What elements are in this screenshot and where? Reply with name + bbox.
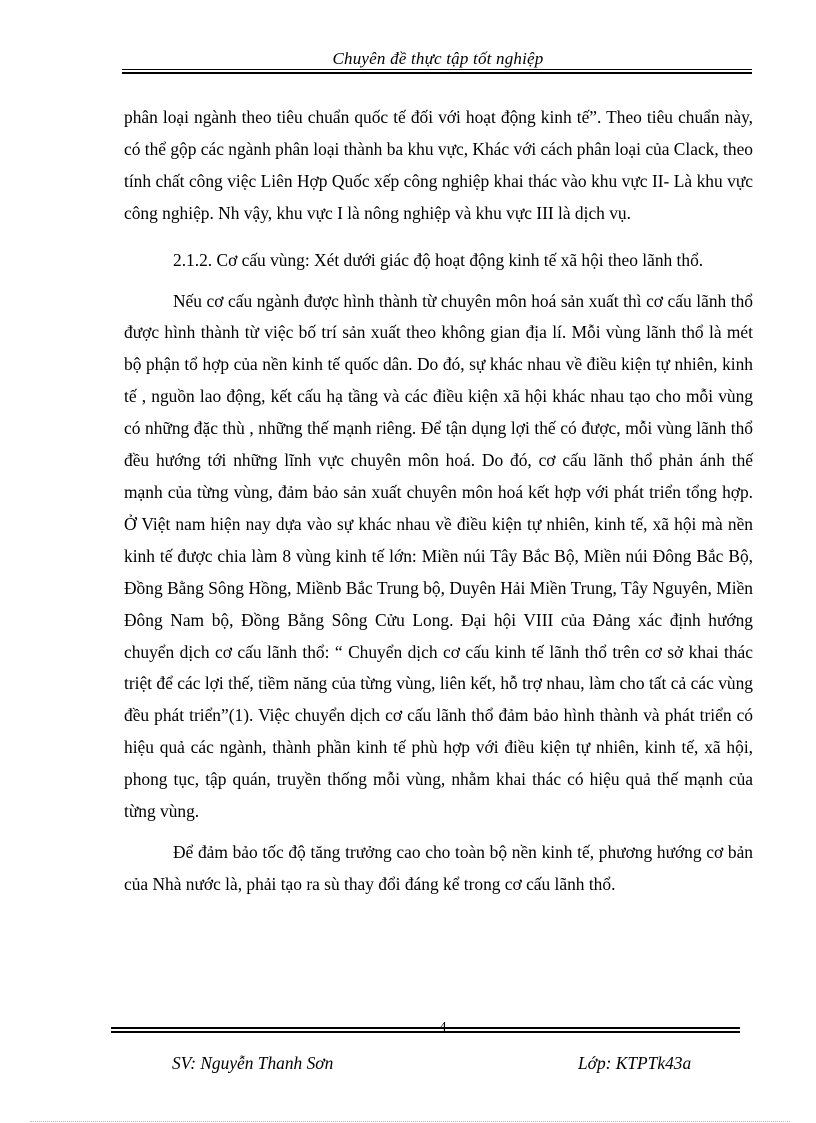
header-rule [122,69,752,70]
footer-student-name: SV: Nguyễn Thanh Sơn [172,1053,334,1073]
document-body [124,102,753,901]
page-header-title: Chuyên đề thực tập tốt nghiệp [332,49,544,68]
paragraph-regional-structure: Nếu cơ cấu ngành được hình thành từ chuyên môn hoá sản xuất thì cơ cấu lãnh thổ được hình thành từ việc bố trí sản xuất theo không gian địa lí. Mỗi vùng lãnh thổ là mét bộ phận tổ hợp của nền kinh tế quốc dân. Do đó, sự khác nhau về điều kiện tự nhiên, kinh tế , nguồn lao động, kết cấu hạ tầng và các điều kiện xã hội khác nhau tạo cho mỗi vùng có những đặc thù , những thế mạnh riêng. Để tận dụng lợi thế có được, mỗi vùng lãnh thổ đều hướng tới những lĩnh vực chuyên môn hoá. Do đó, cơ cấu lãnh thổ phản ánh thế mạnh của từng vùng, đảm bảo sản xuất chuyên môn hoá kết hợp với phát triển tổng hợp. Ở Việt nam hiện nay dựa vào sự khác nhau về điều kiện tự nhiên, kinh tế, xã hội mà nền kinh tế được chia làm 8 vùng kinh tế lớn: Miền núi Tây Bắc Bộ, Miền núi Đông Bắc Bộ, Đồng Bằng Sông Hồng, Miềnb Bắc Trung bộ, Duyên Hải Miền Trung, Tây Nguyên, Miền Đông Nam bộ, Đồng Bằng Sông Cửu Long. Đại hội VIII của Đảng xác định hướng chuyển dịch cơ cấu lãnh thổ: “ Chuyển dịch cơ cấu kinh tế lãnh thổ trên cơ sở khai thác triệt để các lợi thế, tiềm năng của từng vùng, liên kết, hỗ trợ nhau, làm cho tất cả các vùng đều phát triển”(1). Việc chuyển dịch cơ cấu lãnh thổ đảm bảo hình thành và phát triển có hiệu quả các ngành, thành phần kinh tế phù hợp với điều kiện tự nhiên, kinh tế, xã hội, phong tục, tập quán, truyền thống mỗi vùng, nhằm khai thác có hiệu quả thế mạnh của từng vùng. [124,290,753,822]
footer-class-code: Lớp: KTPTk43a [578,1053,692,1073]
paragraph-growth: Để đảm bảo tốc độ tăng trưởng cao cho toàn bộ nền kinh tế, phương hướng cơ bản của Nhà nước là, phải tạo ra sù thay đổi đáng kể trong cơ cấu lãnh thổ. [124,841,753,894]
section-heading-paragraph: 2.1.2. Cơ cấu vùng: Xét dưới giác độ hoạt động kinh tế xã hội theo lãnh thổ. [173,249,704,270]
paragraph-continuation: phân loại ngành theo tiêu chuẩn quốc tế đối với hoạt động kinh tế”. Theo tiêu chuẩn này, có thể gộp các ngành phân loại thành ba khu vực, Khác với cách phân loại của Clack, theo tính chất công việc Liên Hợp Quốc xếp công nghiệp khai thác vào khu vực II- Là khu vực công nghiệp. Nh vậy, khu vực I là nông nghiệp và khu vực III là dịch vụ. [124,107,754,223]
footer-rule [111,1027,740,1029]
footer-rule-second [111,1031,740,1033]
header-rule-thick [122,72,752,74]
page-number: 4 [439,1020,447,1035]
page-bottom-dotted-border [30,1121,790,1122]
